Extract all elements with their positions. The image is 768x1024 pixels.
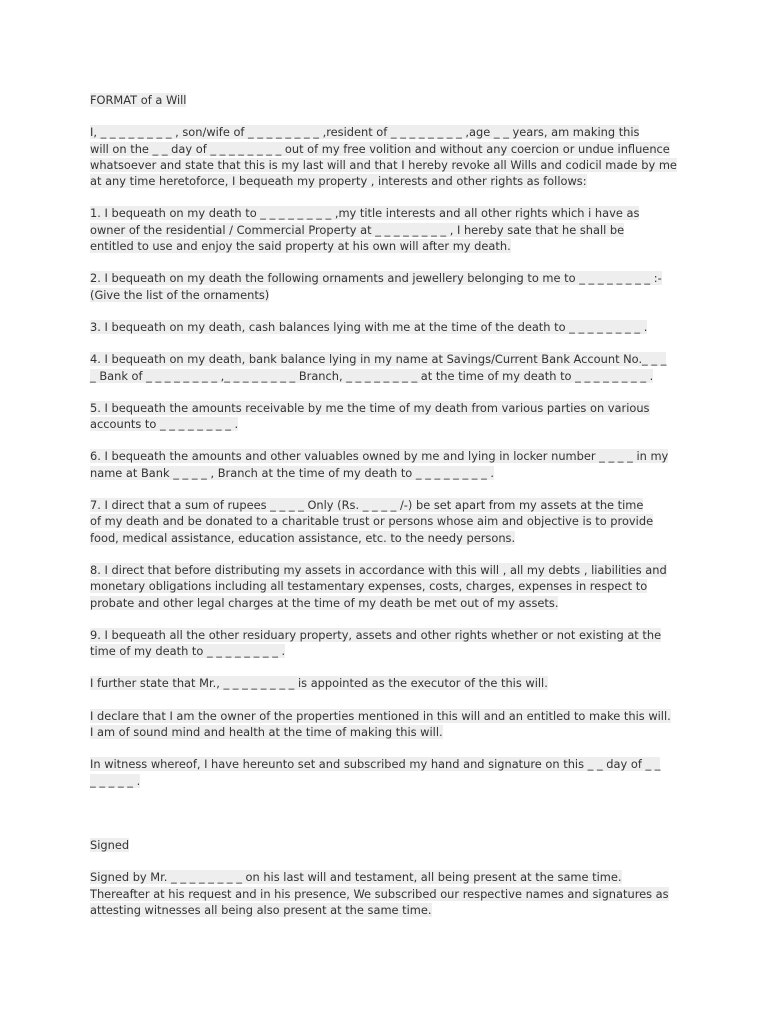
paragraph-clause-6: 6. I bequeath the amounts and other valuables owned by me and lying in locker number _ _ _ _ in my name at Bank _ _ _ _ , Branch at the time of my death to _ _ _ _ _ _ _ _ . — [90, 449, 669, 480]
document-title: FORMAT of a Will — [90, 93, 187, 107]
paragraph-declaration: I declare that I am the owner of the properties mentioned in this will and an entitled to make this will. I am of sound mind and health at the time of making this will. — [90, 708, 671, 740]
paragraph-executor: I further state that Mr., _ _ _ _ _ _ _ _ is appointed as the executor of the this will. — [90, 676, 548, 691]
paragraph-clause-7: 7. I direct that a sum of rupees _ _ _ _ Only (Rs. _ _ _ _ /-) be set apart from my assets at the time of my death and be donated to a charitable trust or persons whose aim and objective is to provide food, medical assistance, education assistance, etc. to the needy persons. — [90, 498, 654, 545]
signed-label: Signed — [90, 837, 130, 852]
paragraph-clause-4: 4. I bequeath on my death, bank balance lying in my name at Savings/Current Bank Account No._ _ _ _ Bank of _ _ _ _ _ _ _ _ ,_ _ _ _ _ _ _ _ Branch, _ _ _ _ _ _ _ _ at the time of my death to _ _ _ _ _ _ _ _ . — [90, 352, 667, 383]
paragraph-closing: Signed by Mr. _ _ _ _ _ _ _ _ on his last will and testament, all being present at the same time. Thereafter at his request and in his presence, We subscribed our respective names and signatures as attesting witnesses all being also present at the same time. — [90, 870, 669, 917]
paragraph-clause-2: 2. I bequeath on my death the following ornaments and jewellery belonging to me to _ _ _ _ _ _ _ _ :- (Give the list of the ornaments) — [90, 271, 662, 302]
paragraph-witness: In witness whereof, I have hereunto set and subscribed my hand and signature on this _ _ day of _ _ _ _ _ _ _ . — [90, 757, 661, 788]
paragraph-clause-5: 5. I bequeath the amounts receivable by me the time of my death from various parties on various accounts to _ _ _ _ _ _ _ _ . — [90, 400, 650, 432]
paragraph-clause-8: 8. I direct that before distributing my assets in accordance with this will , all my debts , liabilities and monetary obligations including all testamentary expenses, costs, charges, expenses in respect to probate and other legal charges at the time of my death be met out of my assets. — [90, 562, 667, 610]
paragraph-clause-1: 1. I bequeath on my death to _ _ _ _ _ _ _ _ ,my title interests and all other rights which i have as owner of the residential / Commercial Property at _ _ _ _ _ _ _ _ , I hereby sate that he shall be entitled to use and enjoy the said property at his own will after my death. — [90, 206, 640, 254]
will-document — [90, 92, 690, 934]
paragraph-clause-9: 9. I bequeath all the other residuary property, assets and other rights whether or not existing at the time of my death to _ _ _ _ _ _ _ _ . — [90, 627, 662, 659]
paragraph-clause-3: 3. I bequeath on my death, cash balances lying with me at the time of the death to _ _ _ _ _ _ _ _ . — [90, 319, 648, 334]
paragraph-intro: I, _ _ _ _ _ _ _ _ , son/wife of _ _ _ _ _ _ _ _ ,resident of _ _ _ _ _ _ _ _ ,age _ _ years, am making this will on the _ _ day of _ _ _ _ _ _ _ _ out of my free volition and without any coercion or undue influence whatsoever and state that this is my last will and that I hereby revoke all Wills and codicil made by me at any time heretoforce, I bequeath my property , interests and other rights as follows: — [90, 125, 677, 189]
